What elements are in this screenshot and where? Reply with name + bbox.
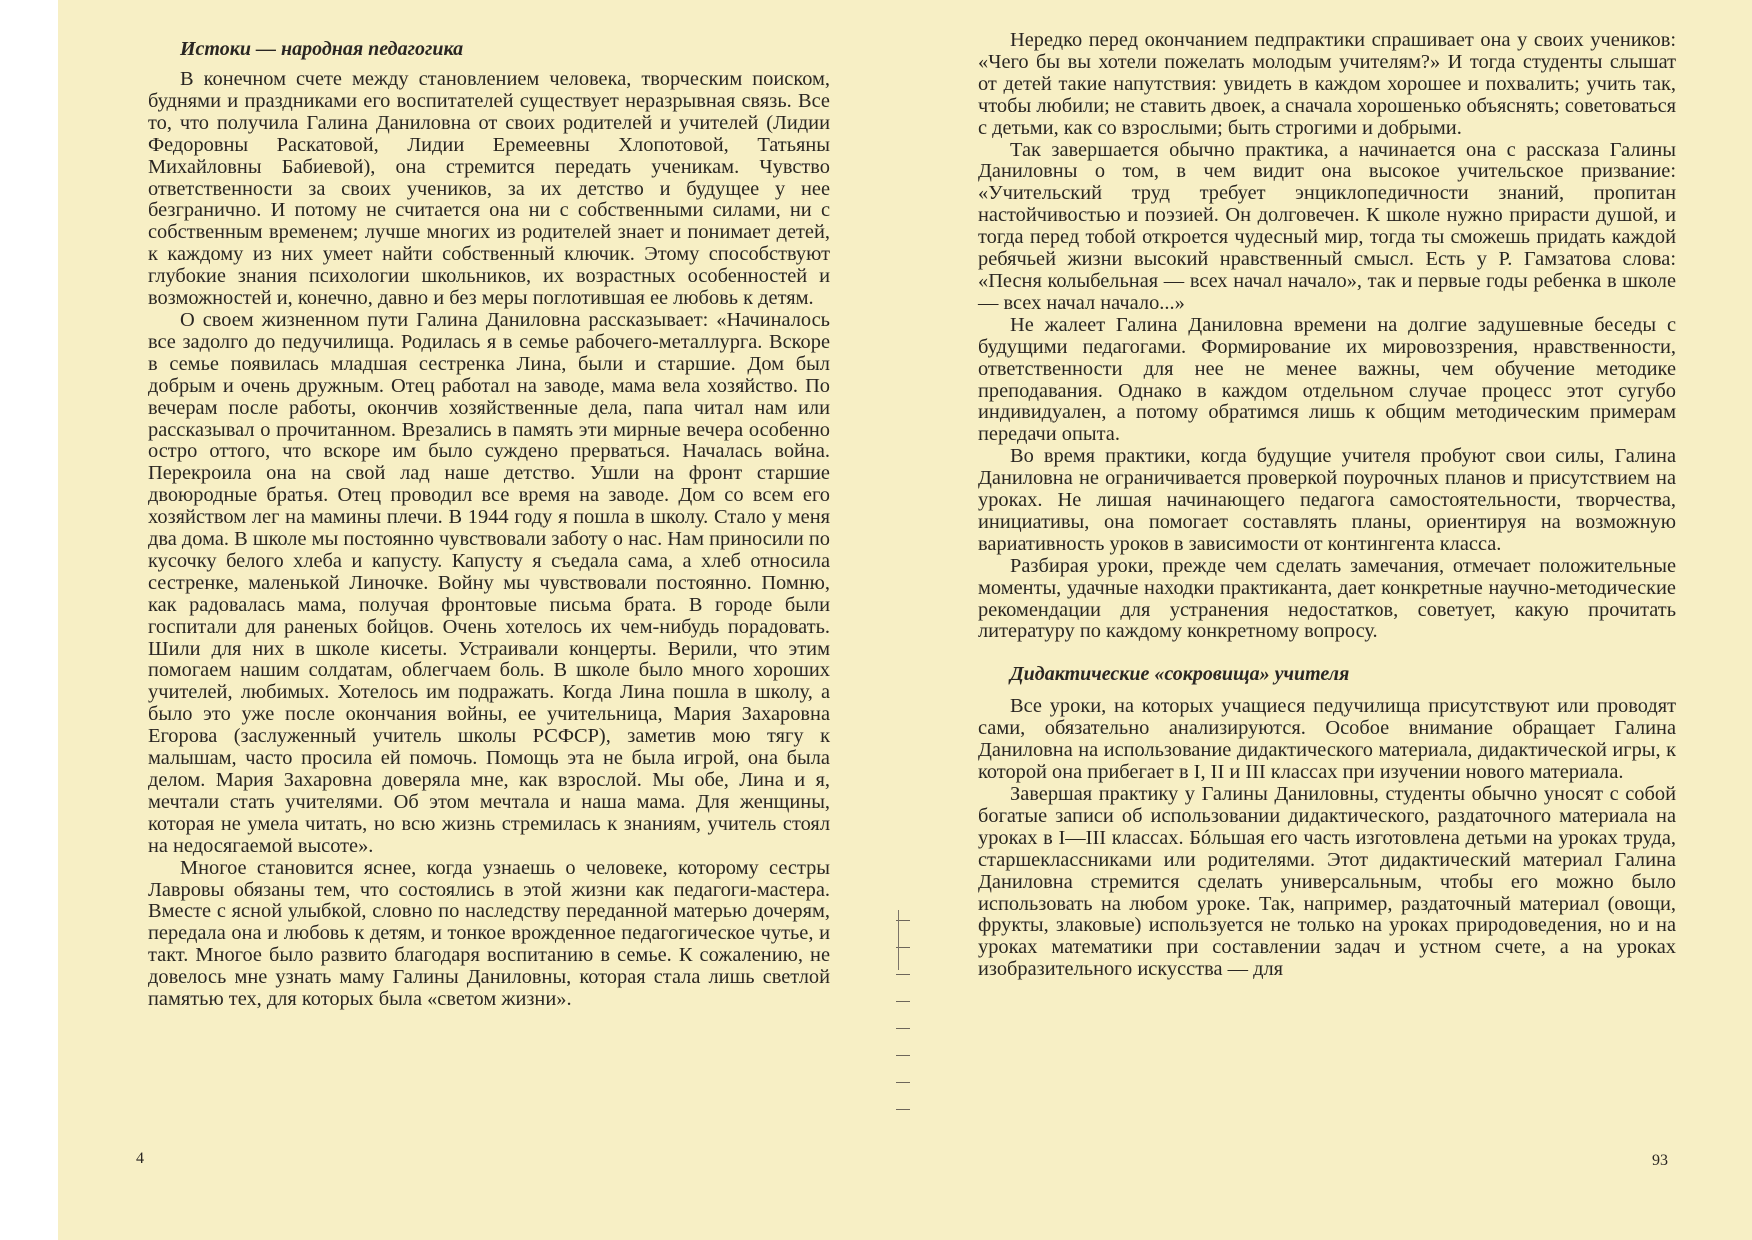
left-page	[148, 30, 830, 1011]
right-paragraph-6: Все уроки, на которых учащиеся педучилища присутствуют или проводят сами, обязательно анализируются. Особое внимание обращает Галина Даниловна на использование дидактического материала, дидактической игры, к которой она прибегает в I, II и III классах при изучении нового материала.	[978, 695, 1676, 784]
right-paragraph-7: Завершая практику у Галины Даниловны, студенты обычно уносят с собой богатые записи об использовании дидактического, раздаточного материала на уроках в I—III классах. Бóльшая его часть изготовлена детьми на уроках труда, старшеклассниками или родителями. Этот дидактический материал Галина Даниловна стремится сделать универсальным, чтобы его можно было использовать на любом уроке. Так, например, раздаточный материал (овощи, фрукты, злаковые) используется не только на уроках природоведения, но и на уроках математики при составлении задач и устном счете, а на уроках изобразительного искусства — для	[978, 783, 1676, 981]
right-paragraph-4: Во время практики, когда будущие учителя пробуют свои силы, Галина Даниловна не ограничивается проверкой поурочных планов и присутствием на уроках. Не лишая начинающего педагога самостоятельности, творчества, инициативы, она помогает составлять планы, ориентируя на возможную вариативность уроков в зависимости от контингента класса.	[978, 445, 1676, 555]
right-page-number: 93	[1652, 1152, 1668, 1169]
binding-seam	[898, 910, 899, 970]
right-heading: Дидактические «сокровища» учителя	[1010, 663, 1350, 686]
left-page-number: 4	[136, 1150, 144, 1167]
left-paragraph-3: Многое становится яснее, когда узнаешь о человеке, которому сестры Лавровы обязаны тем, что состоялись в этой жизни как педагоги-мастера. Вместе с ясной улыбкой, словно по наследству переданной матерью дочерям, передала она и любовь к детям, и тонкое врожденное педагогическое чутье, и такт. Многое было развито благодаря воспитанию в семье. К сожалению, не довелось мне узнать маму Галины Даниловны, которая стала лишь светлой памятью тех, для которых была «светом жизни».	[148, 856, 830, 1011]
right-paragraph-3: Не жалеет Галина Даниловна времени на долгие задушевные беседы с будущими педагогами. Формирование их мировоззрения, нравственности, ответственности для нее не менее важны, чем обучение методике преподавания. Однако в каждом отдельном случае процесс этот сугубо индивидуален, а потому обратимся лишь к общим методическим примерам передачи опыта.	[978, 313, 1676, 446]
left-paragraph-1: В конечном счете между становлением человека, творческим поиском, буднями и праздниками его воспитателей существует неразрывная связь. Все то, что получила Галина Даниловна от своих родителей и учителей (Лидии Федоровны Раскатовой, Лидии Еремеевны Хлопотовой, Татьяны Михайловны Бабиевой), она стремится передать ученикам. Чувство ответственности за своих учеников, за их детство и будущее у нее безгранично. И потому не считается она ни с собственными силами, ни с собственным временем; лучше многих из родителей знает и понимает детей, к каждому из них умеет найти собственный ключик. Этому способствуют глубокие знания психологии школьников, их возрастных особенностей и возможностей и, конечно, давно и без меры поглотившая ее любовь к детям.	[148, 68, 830, 310]
right-paragraph-1: Нередко перед окончанием педпрактики спрашивает она у своих учеников: «Чего бы вы хотели пожелать молодым учителям?» И тогда студенты слышат от детей такие напутствия: увидеть в каждом хорошее и похвалить; учить так, чтобы любили; не ставить двоек, а сначала хорошенько объяснять; советоваться с детьми, как со взрослыми; быть строгими и добрыми.	[978, 29, 1676, 139]
left-heading: Истоки — народная педагогика	[180, 38, 464, 60]
left-paragraph-2: О своем жизненном пути Галина Даниловна рассказывает: «Начиналось все задолго до педучилища. Родилась я в семье рабочего-металлурга. Вскоре в семье появилась младшая сестренка Лина, были и старшие. Дом был добрым и очень дружным. Отец работал на заводе, мама вела хозяйство. По вечерам после работы, окончив хозяйственные дела, папа читал нам или рассказывал о прочитанном. Врезались в память эти мирные вечера особенно остро оттого, что вскоре им было суждено прерваться. Началась война. Перекроила она на свой лад наше детство. Ушли на фронт старшие двоюродные братья. Отец проводил все время на заводе. Дом со всем его хозяйством лег на мамины плечи. В 1944 году я пошла в школу. Стало у меня два дома. В школе мы постоянно чувствовали заботу о нас. Нам приносили по кусочку белого хлеба и капусту. Капусту я съедала сама, а хлеб относила сестренке, маленькой Линочке. Войну мы чувствовали постоянно. Помню, как радовалась мама, получая фронтовые письма брата. В городе были госпитали для раненых бойцов. Очень хотелось их чем-нибудь порадовать. Шили для них в школе кисеты. Устраивали концерты. Верили, что этим помогаем нашим солдатам, облегчаем боль. В школе было много хороших учителей, любимых. Хотелось им подражать. Когда Лина пошла в школу, а было это уже после окончания войны, ее учительница, Мария Захаровна Егорова (заслуженный учитель школы РСФСР), заметив мою тягу к малышам, часто просила ей помочь. Помощь эта не была игрой, она была делом. Мария Захаровна доверяла мне, как взрослой. Мы обе, Лина и я, мечтали стать учителями. Об этом мечтала и наша мама. Для женщины, которая не умела читать, но всю жизнь стремилась к знаниям, учитель стоял на недосягаемой высоте».	[148, 308, 830, 857]
binding-stitches	[888, 920, 918, 1170]
right-paragraph-2: Так завершается обычно практика, а начинается она с рассказа Галины Даниловны о том, в чем видит она высокое учительское призвание: «Учительский труд требует энциклопедичности знаний, пропитан настойчивостью и поэзией. Он долговечен. К школе нужно прирасти душой, и тогда перед тобой откроется чудесный мир, тогда ты сможешь придать каждой ребячьей жизни высокий нравственный смысл. Есть у Р. Гамзатова слова: «Песня колыбельная — всех начал начало», так и первые годы ребенка в школе — всех начал начало...»	[978, 138, 1676, 314]
right-page	[978, 30, 1676, 981]
right-paragraph-5: Разбирая уроки, прежде чем сделать замечания, отмечает положительные моменты, удачные находки практиканта, дает конкретные научно-методические рекомендации для устранения недостатков, советует, какую прочитать литературу по каждому конкретному вопросу.	[978, 554, 1676, 643]
